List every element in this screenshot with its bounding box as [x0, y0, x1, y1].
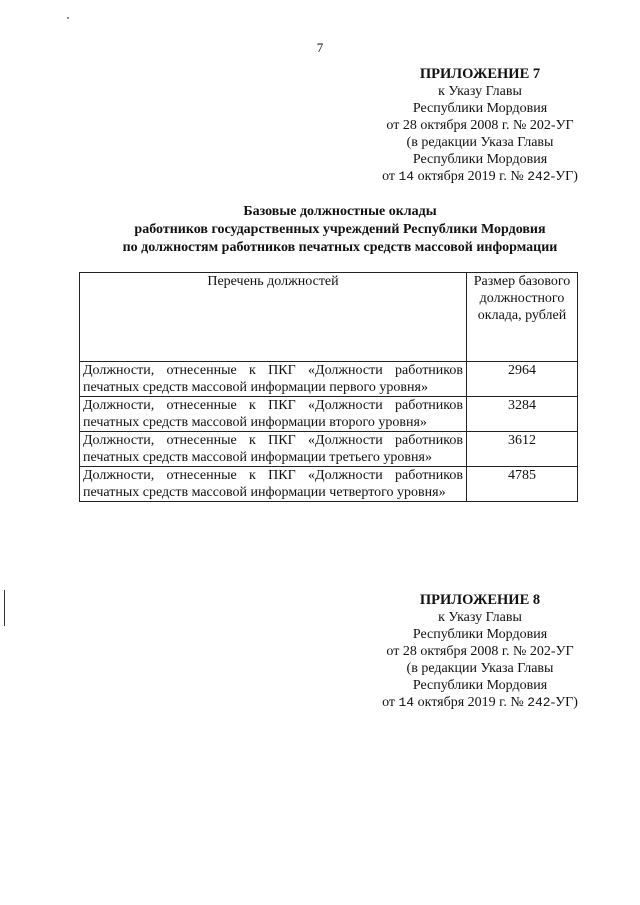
salary-cell: 3612: [467, 432, 578, 467]
appendix-7-line: Республики Мордовия: [412, 152, 548, 167]
salary-cell: 2964: [467, 362, 578, 397]
document-heading: [60, 203, 620, 257]
heading-line: по должностям работников печатных средств массовой информации: [122, 240, 558, 255]
table-header-row: [80, 273, 578, 362]
date-day: 14: [398, 695, 415, 710]
position-cell: Должности, отнесенные к ПКГ «Должности работников печатных средств массовой информации первого уровня»: [80, 362, 467, 397]
header-positions: Перечень должностей: [80, 273, 467, 362]
appendix-7-line: к Указу Главы: [438, 84, 522, 99]
appendix-7-title: ПРИЛОЖЕНИЕ 7: [419, 66, 541, 82]
appendix-7-date-line: [330, 168, 630, 185]
date-mid: октября 2019 г. №: [414, 169, 528, 184]
appendix-8-line: к Указу Главы: [438, 610, 522, 625]
decree-number: 242: [527, 695, 551, 710]
table-row: [80, 432, 578, 467]
appendix-8-block: [330, 592, 630, 711]
appendix-7-line: от 28 октября 2008 г. № 202-УГ: [386, 118, 574, 133]
heading-line: Базовые должностные оклады: [243, 204, 437, 219]
appendix-8-line: Республики Мордовия: [412, 627, 548, 642]
position-cell: Должности, отнесенные к ПКГ «Должности работников печатных средств массовой информации второго уровня»: [80, 397, 467, 432]
position-cell: Должности, отнесенные к ПКГ «Должности работников печатных средств массовой информации третьего уровня»: [80, 432, 467, 467]
salary-table: [79, 272, 578, 502]
date-prefix: от: [382, 695, 399, 710]
margin-mark: [4, 590, 5, 626]
appendix-8-line: от 28 октября 2008 г. № 202-УГ: [386, 644, 574, 659]
appendix-7-block: [330, 66, 630, 185]
scan-speck: [67, 17, 69, 19]
salary-cell: 3284: [467, 397, 578, 432]
appendix-8-line: Республики Мордовия: [412, 678, 548, 693]
date-suffix: -УГ): [550, 169, 578, 184]
appendix-8-date-line: [330, 694, 630, 711]
date-mid: октября 2019 г. №: [414, 695, 528, 710]
appendix-7-line: (в редакции Указа Главы: [406, 135, 554, 150]
table-row: [80, 467, 578, 502]
date-suffix: -УГ): [550, 695, 578, 710]
date-prefix: от: [382, 169, 399, 184]
table-row: [80, 397, 578, 432]
heading-line: работников государственных учреждений Республики Мордовия: [134, 222, 546, 237]
table-row: [80, 362, 578, 397]
decree-number: 242: [527, 169, 551, 184]
date-day: 14: [398, 169, 415, 184]
header-salary: Размер базового должностного оклада, рублей: [467, 273, 578, 362]
appendix-7-line: Республики Мордовия: [412, 101, 548, 116]
salary-cell: 4785: [467, 467, 578, 502]
page-number: 7: [316, 40, 324, 55]
appendix-8-title: ПРИЛОЖЕНИЕ 8: [419, 592, 541, 608]
appendix-8-line: (в редакции Указа Главы: [406, 661, 554, 676]
position-cell: Должности, отнесенные к ПКГ «Должности работников печатных средств массовой информации четвертого уровня»: [80, 467, 467, 502]
